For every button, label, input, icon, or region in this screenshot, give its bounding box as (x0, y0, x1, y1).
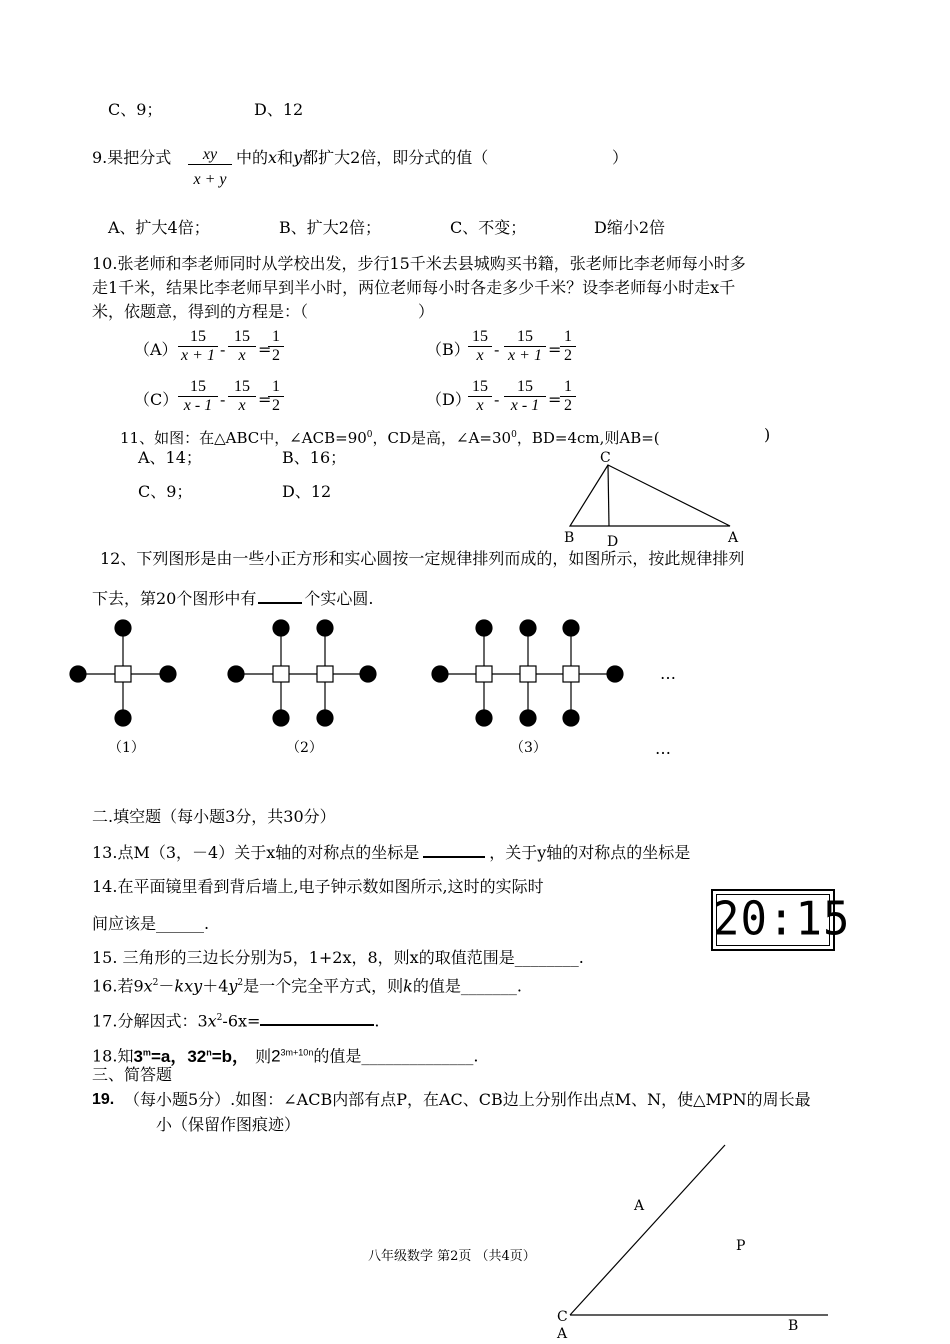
q10-line2: 走1千米，结果比李老师早到半小时，两位老师每小时各走多少千米？设李老师每小时走x千 (92, 278, 736, 297)
q16-a: 16.若9 (92, 976, 144, 996)
q17-a: 17.分解因式：3 (92, 1011, 208, 1031)
q10-b-eq: = (548, 340, 562, 359)
q10-a-eq: = (258, 340, 272, 359)
q12-pattern-figures (60, 615, 700, 740)
q19-label-a2: A (557, 1326, 568, 1342)
den: x + 1 (181, 347, 215, 364)
q18-e1: m (142, 1047, 151, 1057)
q18-expr1 (133, 1047, 249, 1066)
q10-c-label: （C） (134, 390, 179, 409)
q10-d-eq: = (548, 390, 562, 409)
q16-d: 是一个完全平方式，则 (243, 976, 404, 996)
pattern-figure-3 (432, 620, 623, 726)
q18-e3: 3m+10n (280, 1047, 314, 1058)
q12-label-3: （3） (510, 740, 547, 756)
q14-line2: 间应该是______. (92, 914, 210, 933)
q10-a-frac2 (228, 328, 256, 365)
den: x (238, 347, 246, 364)
num: 15 (178, 378, 218, 397)
num: 1 (560, 378, 576, 397)
den: 2 (564, 347, 572, 364)
q17-text (92, 1008, 380, 1031)
q19-label-p: P (736, 1238, 746, 1254)
q19-label-c: C (557, 1309, 568, 1325)
q13-text-a: 13.点M（3，－4）关于x轴的对称点的坐标是 (92, 843, 420, 862)
pattern-figure-1 (70, 620, 176, 726)
q10-d-label: （D） (426, 390, 471, 409)
q9-option-c: C、不变； (450, 218, 527, 237)
q11-label-c: C (600, 450, 611, 466)
q10-a-op: - (220, 340, 226, 359)
q10-d-op: - (494, 390, 500, 409)
q11-close: ) (764, 425, 771, 444)
den: x + 1 (508, 347, 542, 364)
q9-frac-num: xy (188, 146, 232, 165)
q19-angle-figure (560, 1140, 840, 1320)
clock-display: 20:15 (713, 892, 851, 947)
pattern-figure-2 (228, 620, 376, 726)
triangle-abc (570, 465, 730, 526)
q16-kxy: kxy (174, 976, 203, 996)
q13-text-b: ，关于y轴的对称点的坐标是 (489, 843, 691, 862)
q11-sup2: 0 (511, 430, 517, 440)
q12-line1: 12、下列图形是由一些小正方形和实心圆按一定规律排列而成的，如图所示，按此规律排列 (100, 549, 745, 568)
q9-option-d: D缩小2倍 (594, 218, 666, 237)
q16-text (92, 973, 522, 996)
q10-c-rhs (268, 378, 284, 415)
q12-label-1: （1） (108, 740, 145, 756)
q17-sq: 2 (216, 1013, 223, 1023)
q9-option-a: A、扩大4倍； (108, 218, 210, 237)
q12-label-2: （2） (286, 740, 323, 756)
den: x - 1 (183, 397, 213, 414)
q11-option-d: D、12 (282, 482, 332, 501)
q19-label-b: B (788, 1318, 799, 1334)
q17-blank (260, 1024, 374, 1026)
num: 15 (468, 328, 492, 347)
q18-b1: 3 (133, 1046, 143, 1066)
q11-text (120, 425, 660, 448)
q11-sup1: 0 (366, 430, 373, 440)
q9-prefix: 9.果把分式 (92, 148, 172, 167)
q16-k: k (403, 976, 413, 996)
q9-var-x: x (268, 148, 278, 167)
q19-number: 19. (92, 1091, 115, 1108)
den: x (476, 347, 484, 364)
altitude-cd (608, 465, 609, 526)
q19-line1: （每小题5分）.如图：∠ACB内部有点P，在AC、CB边上分别作出点M、N，使△MPN的周长最 (124, 1090, 811, 1109)
q10-b-label: （B） (426, 340, 470, 359)
q12-line2a: 下去，第20个图形中有 (92, 589, 257, 608)
q8-option-d: D、12 (254, 100, 304, 119)
num: 15 (504, 378, 546, 397)
q10-c-frac1 (178, 378, 218, 415)
q19-line2: 小（保留作图痕迹） (156, 1115, 301, 1134)
q11-option-b: B、16； (282, 448, 347, 467)
q16-c: ＋4 (202, 976, 229, 996)
q16-y: y (228, 976, 238, 996)
q9-close: ） (612, 148, 629, 167)
q10-d-frac2 (504, 378, 546, 415)
q10-b-op: - (494, 340, 500, 359)
num: 15 (504, 328, 546, 347)
num: 15 (468, 378, 492, 397)
q12-ellipsis-2: … (655, 739, 671, 758)
q10-a-rhs (268, 328, 284, 365)
q18-d: 的值是______________. (313, 1046, 479, 1066)
q11-option-c: C、9； (138, 482, 193, 501)
q15-text: 15. 三角形的三边长分别为5，1+2x，8，则x的取值范围是________. (92, 948, 584, 967)
digital-clock (711, 889, 851, 951)
q10-line1: 10.张老师和李老师同时从学校出发，步行15千米去县城购买书籍，张老师比李老师每小时多 (92, 254, 746, 273)
q10-d-frac1 (468, 378, 492, 415)
den: x - 1 (510, 397, 540, 414)
q18-e2: n (206, 1047, 212, 1057)
q9-text-mid: 和 (277, 148, 294, 167)
q11-label-b: B (564, 530, 575, 546)
q11-label-a: A (728, 530, 739, 546)
q10-c-eq: = (258, 390, 272, 409)
q18-text (92, 1042, 478, 1067)
q11-text-c: ，BD=4cm,则AB=( (516, 429, 660, 447)
q18-c: 则 (255, 1046, 272, 1066)
q12-ellipsis-1: … (660, 664, 676, 683)
ray-ca (570, 1145, 725, 1315)
q18-b4: =b， (211, 1046, 250, 1066)
q18-a: 18.知 (92, 1046, 134, 1066)
q18-b3: 32 (187, 1046, 207, 1066)
q18-b5: 2 (271, 1046, 281, 1066)
den: 2 (272, 347, 280, 364)
q9-var-y: y (293, 148, 303, 167)
num: 1 (268, 328, 284, 347)
num: 1 (560, 328, 576, 347)
q19-label-a: A (634, 1198, 645, 1214)
den: x (238, 397, 246, 414)
q12-line2b: 个实心圆. (304, 589, 374, 608)
q13-text (92, 843, 690, 863)
q10-c-frac2 (228, 378, 256, 415)
q10-a-frac1 (178, 328, 218, 365)
q10-b-frac2 (504, 328, 546, 365)
q16-b: － (158, 976, 175, 996)
num: 15 (178, 328, 218, 347)
q14-line1: 14.在平面镜里看到背后墙上,电子钟示数如图所示,这时的实际时 (92, 877, 544, 896)
num: 1 (268, 378, 284, 397)
den: 2 (272, 397, 280, 414)
q9-suffix (236, 148, 488, 168)
q16-sq1: 2 (152, 978, 159, 988)
q9-fraction (188, 146, 232, 189)
page-footer: 八年级数学 第2页 （共4页） (368, 1249, 536, 1264)
q16-sq2: 2 (237, 978, 244, 988)
q9-text-b: 都扩大2倍，即分式的值（ (302, 148, 489, 167)
q17-x: x (207, 1011, 217, 1031)
den: 2 (564, 397, 572, 414)
num: 15 (228, 378, 256, 397)
q10-line3: 米，依题意，得到的方程是：（ (92, 302, 309, 321)
q11-label-d: D (607, 534, 619, 550)
q9-option-b: B、扩大2倍； (279, 218, 381, 237)
q10-c-op: - (220, 390, 226, 409)
section3-title: 三、简答题 (92, 1065, 173, 1084)
q16-x: x (143, 976, 153, 996)
q16-e: 的值是_______. (412, 976, 522, 996)
q10-b-rhs (560, 328, 576, 365)
q12-blank (258, 602, 302, 604)
q10-d-rhs (560, 378, 576, 415)
q9-frac-den: x + y (193, 171, 227, 188)
q10-b-frac1 (468, 328, 492, 365)
q11-text-a: 11、如图：在△ABC中，∠ACB=90 (120, 429, 367, 447)
q17-b: -6x= (222, 1011, 261, 1031)
q11-text-b: ，CD是高，∠A=30 (372, 429, 512, 447)
den: x (476, 397, 484, 414)
q8-option-c: C、9； (108, 100, 163, 119)
section2-title: 二.填空题（每小题3分，共30分） (92, 807, 336, 826)
q10-a-label: （A） (134, 340, 178, 359)
q10-line3-close: ） (418, 302, 435, 321)
q9-text-a: 中的 (236, 148, 269, 167)
q18-b2: =a， (150, 1046, 188, 1066)
num: 15 (228, 328, 256, 347)
q17-end: . (374, 1011, 380, 1031)
q11-option-a: A、14； (138, 448, 202, 467)
q13-blank (423, 856, 485, 858)
q12-line2 (92, 589, 373, 609)
q11-triangle-figure (560, 450, 750, 550)
